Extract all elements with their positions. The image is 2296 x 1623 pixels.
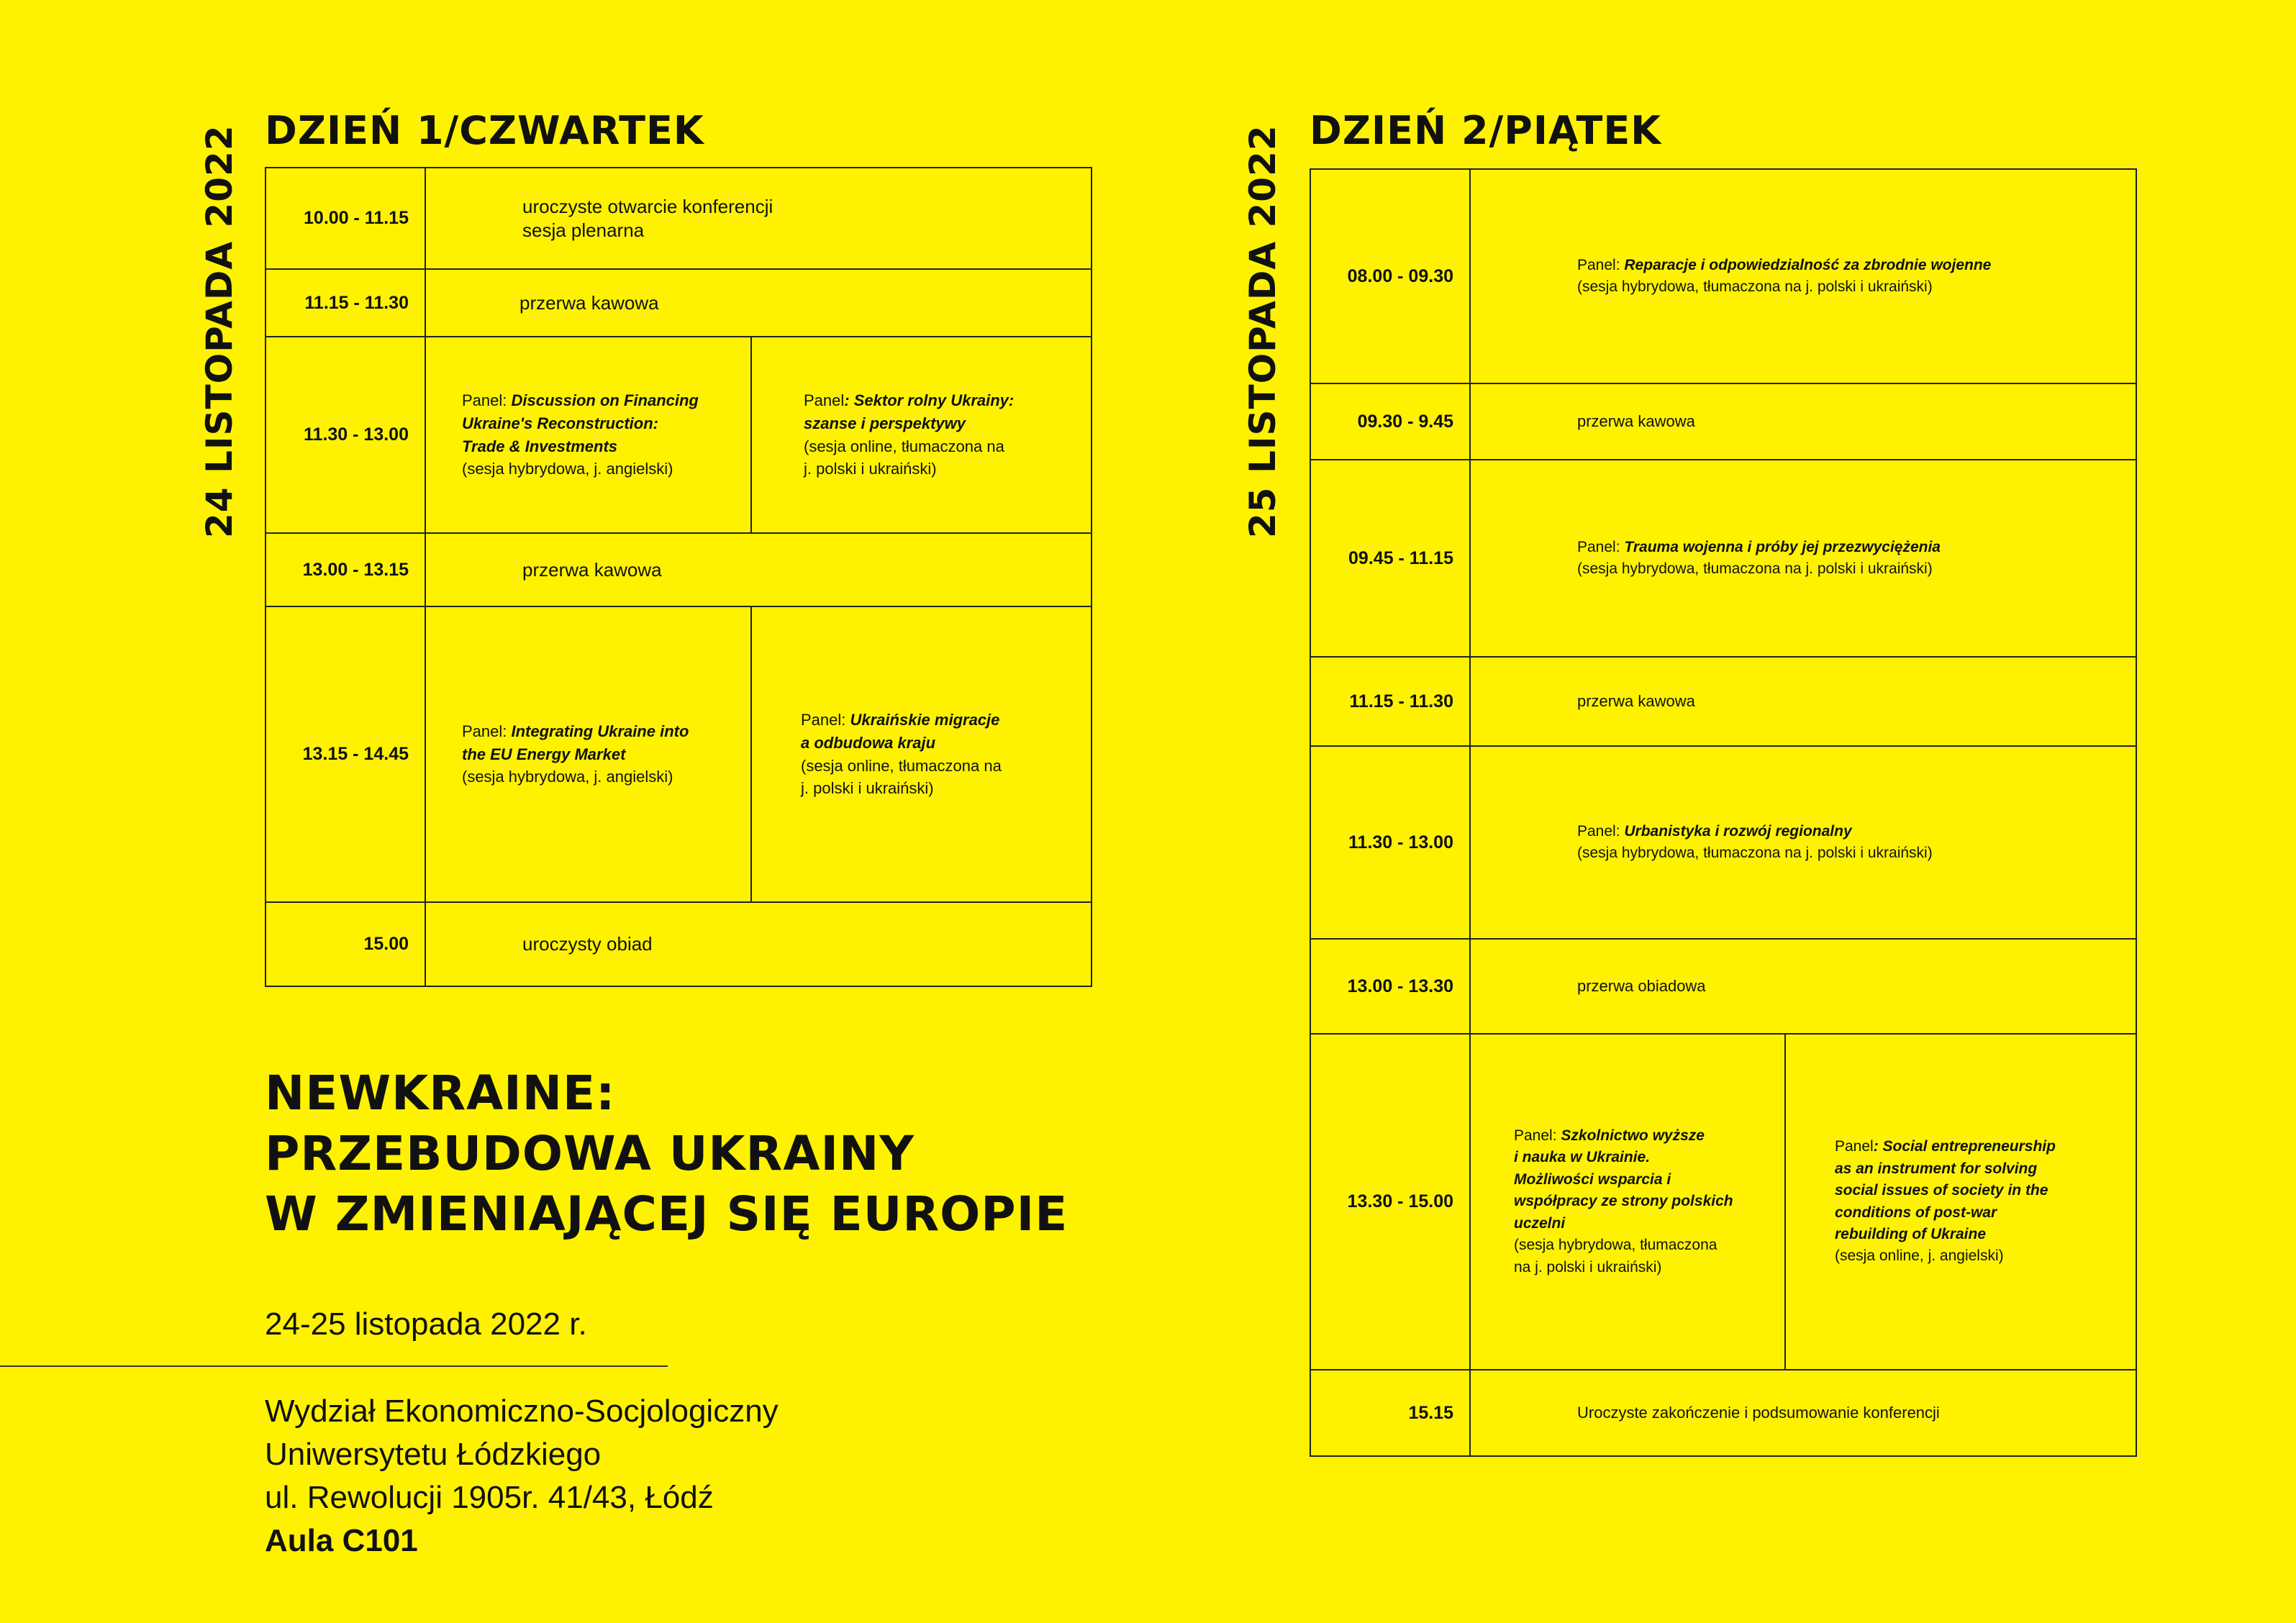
break-label: przerwa kawowa: [1577, 412, 1695, 431]
day2-heading: DZIEŃ 2/PIĄTEK: [1310, 108, 1662, 153]
time-cell: 15.00: [266, 902, 425, 986]
panel-prefix: Panel:: [462, 722, 512, 740]
panel-prefix: Panel:: [1577, 538, 1625, 555]
day1-schedule-table: [265, 167, 1092, 987]
panel-title: Trauma wojenna i próby jej przezwyciężenia: [1624, 538, 1941, 555]
day1-row-1: [266, 168, 1092, 269]
panel-prefix: Panel:: [1577, 256, 1625, 273]
panel-note: (sesja online, j. angielski): [1835, 1247, 2004, 1265]
panel-note: (sesja online, tłumaczona na j. polski i ukraiński): [801, 756, 1002, 798]
day2-row-6: [1310, 939, 2136, 1034]
panel-prefix: Panel:: [801, 710, 850, 729]
panel-note: (sesja hybrydowa, j. angielski): [462, 460, 673, 478]
break-cell: [1470, 939, 2136, 1034]
time-cell: 11.30 - 13.00: [1310, 746, 1470, 939]
day1-vertical-date: 24 LISTOPADA 2022: [199, 124, 240, 538]
session-line: Uroczyste zakończenie i podsumowanie konferencji: [1577, 1404, 1940, 1422]
venue-line: Wydział Ekonomiczno-Socjologiczny: [265, 1394, 779, 1429]
panel-title: Urbanistyka i rozwój regionalny: [1624, 822, 1852, 840]
day2-vertical-date: 25 LISTOPADA 2022: [1242, 124, 1284, 538]
panel-prefix: Panel:: [1514, 1127, 1561, 1144]
divider-line: [0, 1365, 668, 1367]
time-cell: 09.30 - 9.45: [1310, 383, 1470, 460]
panel-note: (sesja hybrydowa, j. angielski): [462, 768, 673, 786]
day1-row-3: [266, 337, 1092, 533]
day1-heading: DZIEŃ 1/CZWARTEK: [265, 108, 704, 153]
panel-note: (sesja hybrydowa, tłumaczona na j. polski i ukraiński): [1577, 845, 1933, 861]
panel-title: Discussion on Financing Ukraine's Reconstruction: Trade & Investments: [462, 391, 699, 455]
time-cell: 11.30 - 13.00: [266, 337, 425, 533]
session-cell: [425, 902, 1092, 986]
day2-row-5: [1310, 746, 2136, 939]
session-line: uroczysty obiad: [522, 933, 653, 955]
time-cell: 13.00 - 13.15: [266, 533, 425, 606]
panel-title: Reparacje i odpowiedzialność za zbrodnie wojenne: [1624, 256, 1992, 273]
session-line: uroczyste otwarcie konferencji: [522, 196, 773, 217]
break-label: przerwa kawowa: [519, 291, 659, 314]
panel-cell: [1470, 746, 2136, 939]
time-cell: 15.15: [1310, 1370, 1470, 1456]
panel-cell: [751, 606, 1092, 902]
break-label: przerwa kawowa: [1577, 692, 1695, 711]
time-cell: 13.15 - 14.45: [266, 606, 425, 902]
time-cell: 08.00 - 09.30: [1310, 169, 1470, 383]
day2-row-2: [1310, 383, 2136, 460]
title-line: PRZEBUDOWA UKRAINY: [265, 1126, 915, 1181]
panel-prefix: Panel: [1835, 1138, 1874, 1155]
day2-row-1: [1310, 169, 2136, 383]
conference-dates: 24-25 listopada 2022 r.: [265, 1306, 587, 1342]
panel-title: : Sektor rolny Ukrainy: szanse i perspektywy: [804, 391, 1015, 432]
panel-note: (sesja hybrydowa, tłumaczona na j. polski i ukraiński): [1514, 1237, 1718, 1276]
day2-row-8: [1310, 1370, 2136, 1456]
day1-row-6: [266, 902, 1092, 986]
conference-title: [265, 1063, 1068, 1245]
day1-row-4: [266, 533, 1092, 606]
panel-note: (sesja hybrydowa, tłumaczona na j. polski i ukraiński): [1577, 278, 1933, 295]
panel-title: Integrating Ukraine into the EU Energy Market: [462, 722, 689, 763]
session-cell: [425, 168, 1092, 269]
panel-prefix: Panel:: [1577, 822, 1625, 840]
break-cell: [425, 533, 1092, 606]
panel-title: Ukraińskie migracje a odbudowa kraju: [801, 710, 1000, 752]
session-cell: [1470, 1370, 2136, 1456]
time-cell: 11.15 - 11.30: [1310, 657, 1470, 746]
break-cell: [1470, 657, 2136, 746]
day2-row-4: [1310, 657, 2136, 746]
time-cell: 13.00 - 13.30: [1310, 939, 1470, 1034]
day1-row-5: [266, 606, 1092, 902]
panel-cell: [751, 337, 1092, 533]
time-cell: 13.30 - 15.00: [1310, 1034, 1470, 1370]
panel-prefix: Panel:: [462, 391, 512, 409]
time-cell: 11.15 - 11.30: [266, 269, 425, 337]
panel-title: : Social entrepreneurship as an instrument for solving social issues of society in the conditions of post-war rebuilding of Ukraine: [1835, 1138, 2056, 1242]
panel-note: (sesja hybrydowa, tłumaczona na j. polski i ukraiński): [1577, 560, 1933, 577]
venue-line: Uniwersytetu Łódzkiego: [265, 1437, 602, 1472]
break-cell: [425, 269, 1092, 337]
session-line: sesja plenarna: [522, 219, 645, 241]
panel-cell: [1785, 1034, 2136, 1370]
panel-cell: [1470, 1034, 1785, 1370]
time-cell: 09.45 - 11.15: [1310, 460, 1470, 657]
break-label: przerwa obiadowa: [1577, 977, 1706, 996]
venue-address: [265, 1390, 779, 1563]
title-line: NEWKRAINE:: [265, 1065, 616, 1121]
day2-row-3: [1310, 460, 2136, 657]
venue-room: Aula C101: [265, 1523, 418, 1558]
break-label: przerwa kawowa: [522, 558, 662, 581]
venue-line: ul. Rewolucji 1905r. 41/43, Łódź: [265, 1480, 714, 1515]
panel-prefix: Panel: [804, 391, 845, 409]
break-cell: [1470, 383, 2136, 460]
panel-cell: [1470, 460, 2136, 657]
panel-cell: [1470, 169, 2136, 383]
panel-title: Szkolnictwo wyższe i nauka w Ukrainie. Możliwości wsparcia i współpracy ze strony polskich uczelni: [1514, 1127, 1733, 1232]
title-line: W ZMIENIAJĄCEJ SIĘ EUROPIE: [265, 1186, 1068, 1242]
day2-row-7: [1310, 1034, 2136, 1370]
day2-schedule-table: [1310, 168, 2137, 1457]
time-cell: 10.00 - 11.15: [266, 168, 425, 269]
panel-note: (sesja online, tłumaczona na j. polski i ukraiński): [804, 437, 1004, 478]
day1-row-2: [266, 269, 1092, 337]
panel-cell: [425, 606, 751, 902]
panel-cell: [425, 337, 751, 533]
